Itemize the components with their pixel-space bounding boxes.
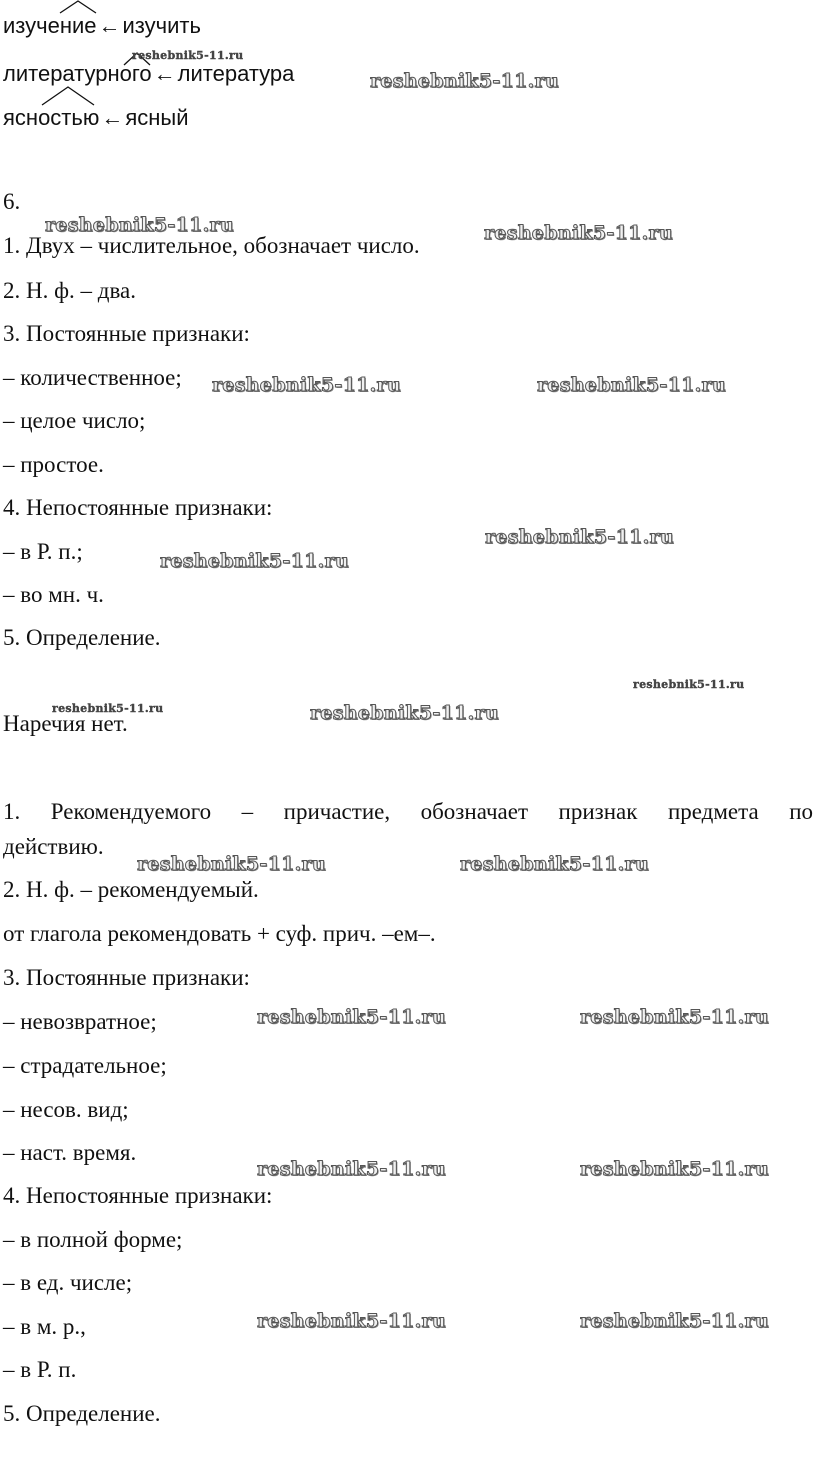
- participle-constant-1: – невозвратное;: [3, 1009, 157, 1034]
- numeral-constant-3: – простое.: [3, 452, 104, 477]
- left-arrow-icon: ←: [98, 13, 121, 38]
- watermark: reshebnik5-11.ru: [212, 374, 401, 396]
- numeral-point-5: 5. Определение.: [3, 625, 161, 650]
- source-word: ясный: [125, 105, 189, 130]
- participle-constant-2: – страдательное;: [3, 1053, 167, 1078]
- participle-origin: от глагола рекомендовать + суф. прич. –ем–.: [3, 921, 436, 946]
- numeral-point-1: 1. Двух – числительное, обозначает число.: [3, 233, 420, 258]
- participle-point-1: 1. Рекомендуемого – причастие, обозначает признак предмета по: [3, 799, 813, 824]
- numeral-constant-2: – целое число;: [3, 408, 146, 433]
- participle-variable-1: – в полной форме;: [3, 1227, 183, 1252]
- watermark: reshebnik5-11.ru: [257, 1006, 446, 1028]
- participle-constant-4: – наст. время.: [3, 1140, 137, 1165]
- derived-word: литературного: [3, 61, 152, 86]
- participle-point-1-cont: действию.: [3, 834, 104, 859]
- derivation-line-3: [3, 104, 189, 132]
- participle-point-3: 3. Постоянные признаки:: [3, 965, 250, 990]
- numeral-variable-1: – в Р. п.;: [3, 539, 83, 564]
- numeral-point-4: 4. Непостоянные признаки:: [3, 495, 273, 520]
- participle-variable-2: – в ед. числе;: [3, 1270, 133, 1295]
- watermark: reshebnik5-11.ru: [257, 1310, 446, 1332]
- numeral-variable-2: – во мн. ч.: [3, 582, 104, 607]
- no-adverb-note: Наречия нет.: [3, 711, 128, 736]
- derived-word: ясностью: [3, 105, 100, 130]
- watermark: reshebnik5-11.ru: [485, 526, 674, 548]
- numeral-point-3: 3. Постоянные признаки:: [3, 321, 250, 346]
- numeral-point-2: 2. Н. ф. – два.: [3, 278, 136, 303]
- watermark: reshebnik5-11.ru: [160, 550, 349, 572]
- numeral-constant-1: – количественное;: [3, 365, 182, 390]
- watermark: reshebnik5-11.ru: [137, 853, 326, 875]
- watermark: reshebnik5-11.ru: [132, 49, 244, 62]
- watermark: reshebnik5-11.ru: [580, 1310, 769, 1332]
- watermark: reshebnik5-11.ru: [45, 214, 234, 236]
- section-number: 6.: [3, 189, 21, 214]
- watermark: reshebnik5-11.ru: [484, 222, 673, 244]
- watermark: reshebnik5-11.ru: [257, 1158, 446, 1180]
- watermark: reshebnik5-11.ru: [370, 70, 559, 92]
- watermark: reshebnik5-11.ru: [580, 1006, 769, 1028]
- source-word: литература: [177, 61, 295, 86]
- participle-variable-4: – в Р. п.: [3, 1357, 77, 1382]
- watermark: reshebnik5-11.ru: [460, 853, 649, 875]
- left-arrow-icon: ←: [101, 105, 124, 130]
- derivation-line-2: [3, 60, 294, 88]
- suffix-roof-mark: [40, 86, 96, 106]
- watermark: reshebnik5-11.ru: [52, 702, 164, 715]
- watermark: reshebnik5-11.ru: [633, 678, 745, 691]
- watermark: reshebnik5-11.ru: [580, 1158, 769, 1180]
- participle-variable-3: – в м. р.,: [3, 1314, 86, 1339]
- participle-point-4: 4. Непостоянные признаки:: [3, 1183, 273, 1208]
- left-arrow-icon: ←: [153, 61, 176, 86]
- participle-point-5: 5. Определение.: [3, 1401, 161, 1426]
- derived-word: изучение: [3, 13, 97, 38]
- source-word: изучить: [122, 13, 201, 38]
- participle-point-2: 2. Н. ф. – рекомендуемый.: [3, 877, 259, 902]
- watermark: reshebnik5-11.ru: [310, 702, 499, 724]
- derivation-line-1: [3, 12, 201, 40]
- participle-constant-3: – несов. вид;: [3, 1097, 129, 1122]
- watermark: reshebnik5-11.ru: [537, 374, 726, 396]
